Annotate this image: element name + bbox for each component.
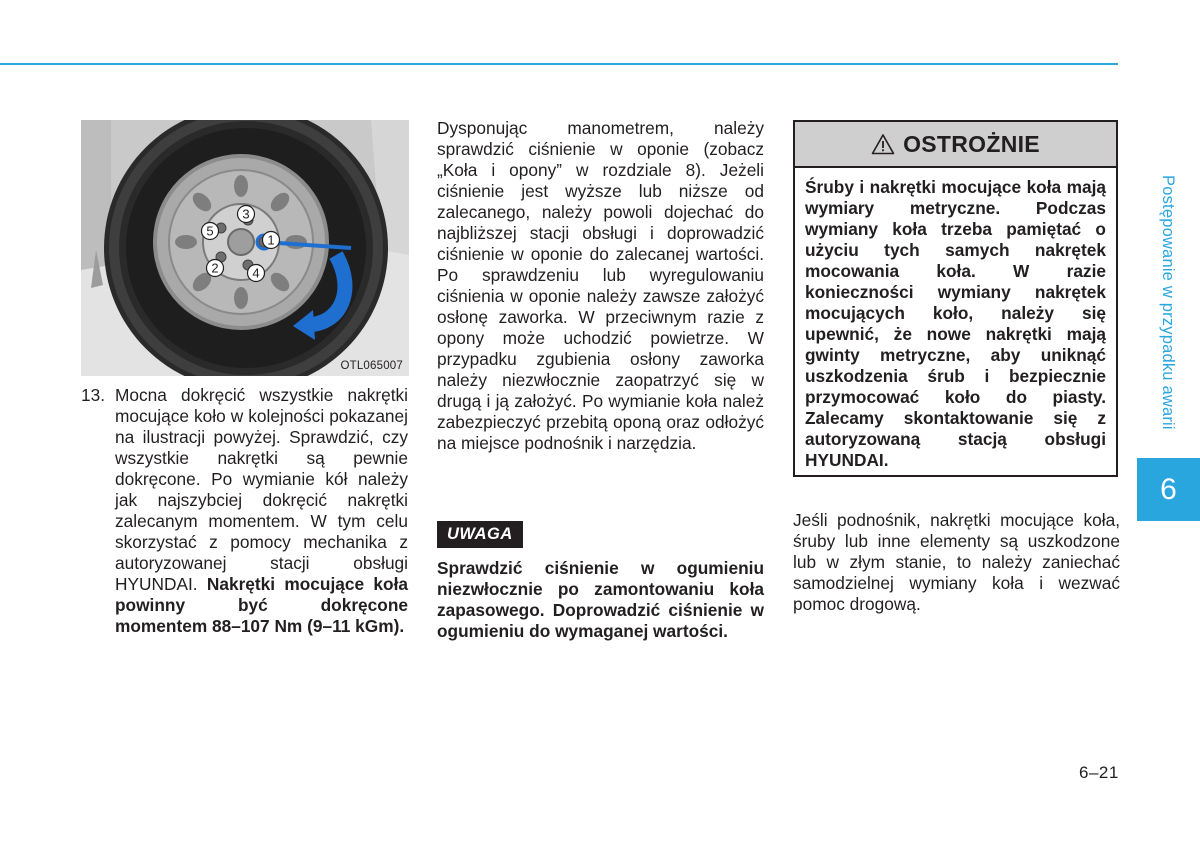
header-rule [0, 63, 1118, 65]
note-text: Sprawdzić ciśnienie w ogumieniu niezwłocznie po zamontowaniu koła zapasowego. Doprowadzić ciśnienie w ogumieniu do wymaganej wartości. [437, 558, 764, 641]
step-body [115, 385, 408, 637]
callout-4: 4 [252, 265, 260, 281]
callout-2: 2 [211, 260, 219, 276]
callout-1: 1 [267, 232, 275, 248]
damaged-parts-paragraph: Jeśli podnośnik, nakrętki mocujące koła, śruby lub inne elementy są uszkodzone lub w złym stanie, to należy zaniechać samodzielnej wymiany koła i wezwać pomoc drogową. [793, 510, 1120, 614]
section-side-title: Postępowanie w przypadku awarii [1159, 175, 1177, 430]
step-number: 13. [81, 385, 106, 405]
figure-code: OTL065007 [340, 360, 403, 372]
page-number: 6–21 [1079, 763, 1119, 782]
callout-5: 5 [206, 223, 214, 239]
pressure-paragraph: Dysponując manometrem, należy sprawdzić ciśnienie w oponie (zobacz „Koła i opony” w rozdziale 8). Jeżeli ciśnienie jest wyższe lub niższe od zalecanego, należy powoli dojechać do najbliższej stacji obsługi i doprowadzić ciśnienie w oponie do zalecanej wartości. Po sprawdzeniu lub wyregulowaniu ciśnienia w oponie należy zawsze założyć osłonę zaworka. W przeciwnym razie z opony może uchodzić powietrze. W przypadku zgubienia osłony zaworka należy niezwłocznie zaopatrzyć się w drugą i ją założyć. Po wymianie koła należ zabezpieczyć przebitą oponą oraz odłożyć na miejsce podnośnik i narzędzia. [437, 118, 764, 453]
caution-title: OSTROŻNIE [903, 130, 1040, 157]
wheel-illustration [81, 120, 409, 376]
step-text: Mocna dokręcić wszystkie nakrętki mocujące koło w kolejności pokazanej na ilustracji powyżej. Sprawdzić, czy wszystkie nakrętki są pewnie dokręcone. Po wymianie kół należy jak najszybciej dokręcić nakrętki zalecanym momentem. W tym celu skorzystać z pomocy mechanika z autoryzowanej stacji obsługi HYUNDAI. [115, 385, 408, 594]
caution-header [795, 122, 1116, 168]
callout-3: 3 [242, 206, 250, 222]
note-label: UWAGA [437, 521, 523, 548]
step-bold-text: Nakrętki mocujące koła powinny być dokręcone momentem 88–107 Nm (9–11 kGm). [115, 574, 408, 636]
callout-layer [81, 120, 409, 376]
step-13 [81, 385, 408, 637]
chapter-tab: 6 [1137, 458, 1200, 521]
caution-text: Śruby i nakrętki mocujące koła mają wymiary metryczne. Podczas wymiany koła trzeba pamiętać o użyciu tych samych nakrętek mocowania koła. W razie konieczności wymiany nakrętek mocujących koło, należy się upewnić, że nowe nakrętki mają gwinty metryczne, aby uniknąć uszkodzenia śrub i bezpiecznie przymocować koło do piasty. Zalecamy skontaktowanie się z autoryzowaną stacją obsługi HYUNDAI. [805, 177, 1106, 470]
warning-triangle-icon [871, 133, 895, 155]
caution-box [793, 120, 1118, 477]
